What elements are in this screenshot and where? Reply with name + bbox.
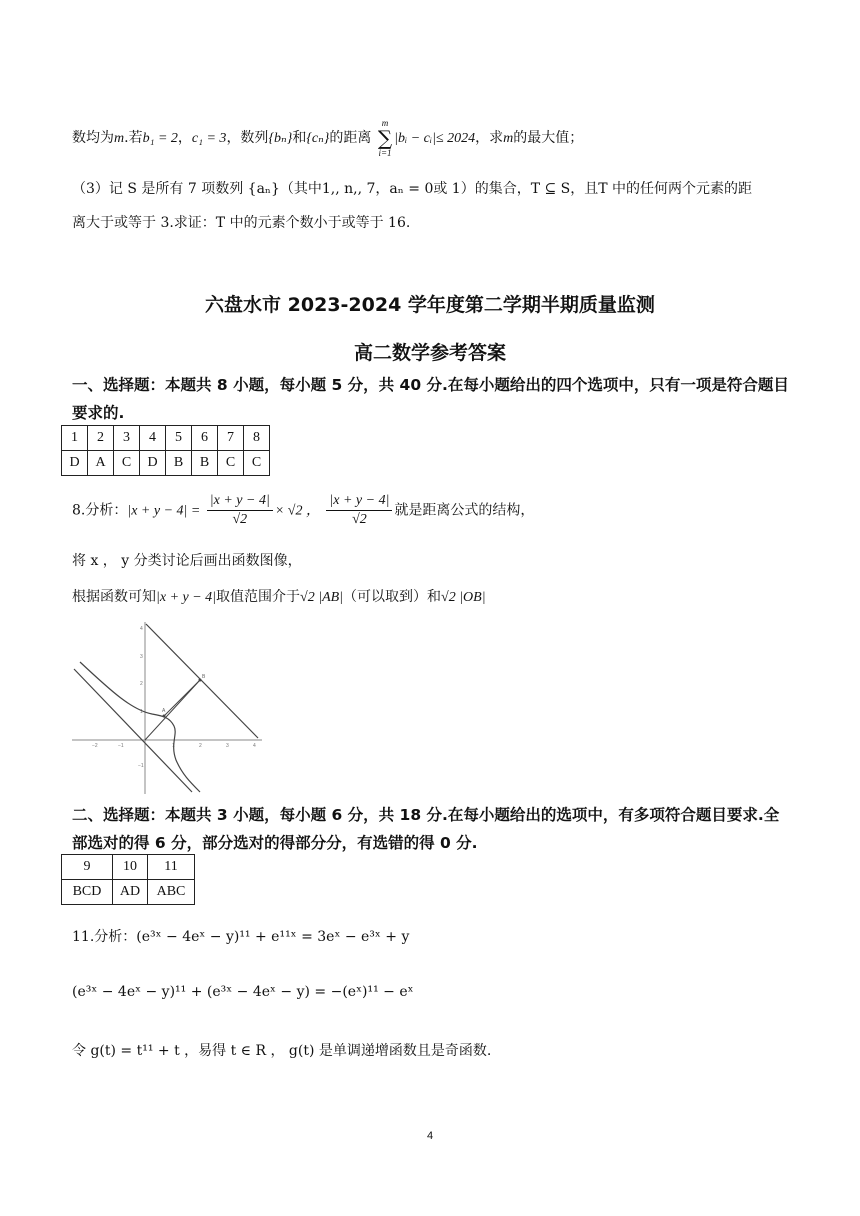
table-cell: 3: [114, 426, 140, 451]
intro-line-3: 离大于或等于 3.求证：T 中的元素个数小于或等于 16.: [72, 215, 411, 231]
text-run: 就是距离公式的结构，: [394, 502, 535, 519]
table-cell: 2: [88, 426, 114, 451]
table-row: [62, 855, 195, 880]
fraction-numerator: |x + y − 4|: [326, 492, 392, 511]
table-cell: AD: [113, 880, 148, 905]
tick-label: −1: [118, 743, 124, 749]
math-run: {bₙ}: [268, 131, 293, 146]
table-cell: D: [140, 451, 166, 476]
intro-line-2: （3）记 S 是所有 7 项数列 {aₙ}（其中1,, n,, 7，aₙ = 0或 1）的集合，T ⊆ S，且T 中的任何两个元素的距: [72, 181, 753, 197]
table-cell: B: [192, 451, 218, 476]
table-cell: 5: [166, 426, 192, 451]
analysis-8-line-1: [72, 492, 534, 529]
table-cell: D: [62, 451, 88, 476]
tick-label: 1: [140, 709, 143, 715]
point-a: [163, 715, 166, 718]
analysis-11-line-1: 11.分析：(e³ˣ − 4eˣ − y)¹¹ + e¹¹ˣ = 3eˣ − e³ˣ + y: [72, 929, 410, 945]
table-row: [62, 426, 270, 451]
label-b: B: [202, 674, 206, 680]
sum-sign: ∑: [377, 126, 393, 150]
sum-lower-limit: i=1: [378, 148, 392, 158]
function-graph: [72, 622, 262, 794]
analysis-8-line-3: [72, 586, 486, 606]
math-run: × √2 ，: [274, 503, 320, 519]
section-2-answer-table: [61, 854, 195, 905]
table-cell: C: [218, 451, 244, 476]
table-cell: 6: [192, 426, 218, 451]
section-2-heading: 二、选择题：本题共 3 小题，每小题 6 分，共 18 分.在每小题给出的选项中，有多项符合题目要求.全部选对的得 6 分，部分选对的得部分分，有选错的得 0 分.: [72, 806, 780, 852]
tick-label: 1: [172, 743, 175, 749]
text-run: ，: [177, 130, 192, 146]
tick-label: 3: [226, 743, 229, 749]
table-cell: 9: [62, 855, 113, 880]
fraction-numerator: |x + y − 4|: [207, 492, 273, 511]
table-row: [62, 880, 195, 905]
page-subtitle: 高二数学参考答案: [353, 342, 506, 364]
table-cell: ABC: [148, 880, 195, 905]
table-row: [62, 451, 270, 476]
text-run: 取值范围介于: [216, 589, 301, 605]
math-run: |bᵢ − cᵢ|: [394, 131, 436, 146]
analysis-8-line-2: 将 x ， y 分类讨论后画出函数图像，: [72, 553, 302, 569]
math-run: b₁ = 2: [142, 131, 178, 146]
text-run: 8.分析：: [72, 502, 128, 519]
analysis-11-line-2: (e³ˣ − 4eˣ − y)¹¹ + (e³ˣ − 4eˣ − y) = −(eˣ)¹¹ − eˣ: [72, 984, 414, 1000]
table-cell: 11: [148, 855, 195, 880]
math-run: m: [114, 131, 125, 146]
section-1-heading: 一、选择题：本题共 8 小题，每小题 5 分，共 40 分.在每小题给出的四个选项中，只有一项是符合题目要求的.: [72, 376, 789, 422]
section-1-answer-table: [61, 425, 270, 476]
intro-line-1: [72, 118, 583, 158]
line-x-plus-y-0: [74, 669, 192, 792]
table-cell: A: [88, 451, 114, 476]
text-run: ，求: [475, 130, 504, 146]
fraction: [326, 492, 392, 529]
text-run: .若: [124, 130, 143, 146]
fraction-denominator: √2: [352, 512, 367, 527]
table-cell: 7: [218, 426, 244, 451]
table-cell: 1: [62, 426, 88, 451]
tick-label: 3: [140, 654, 143, 660]
label-a: A: [162, 708, 166, 714]
tick-label: 4: [140, 626, 143, 632]
math-run: m: [503, 131, 514, 146]
table-cell: B: [166, 451, 192, 476]
math-run: |x + y − 4| =: [127, 503, 201, 519]
analysis-11-line-3: 令 g(t) = t¹¹ + t ，易得 t ∈ R ， g(t) 是单调递增函数且是奇函数.: [72, 1043, 492, 1059]
tick-label: 2: [140, 681, 143, 687]
math-run: c₁ = 3: [191, 131, 227, 146]
math-run: √2 |AB|: [300, 590, 344, 605]
text-run: （可以取到）和: [343, 589, 442, 605]
fraction: [207, 492, 273, 529]
text-run: 的最大值；: [513, 130, 584, 146]
segment-ab: [164, 680, 200, 716]
summation: [378, 118, 392, 158]
math-run: √2 |OB|: [441, 590, 486, 605]
text-run: ，数列: [226, 130, 269, 146]
text-run: 和: [292, 130, 307, 146]
tick-label: −2: [92, 743, 98, 749]
math-run: |x + y − 4|: [156, 590, 217, 605]
table-cell: C: [244, 451, 270, 476]
page-number: 4: [426, 1130, 434, 1142]
tick-label: −1: [138, 763, 144, 769]
math-run: ≤ 2024: [435, 131, 476, 146]
table-cell: 8: [244, 426, 270, 451]
page-title: 六盘水市 2023-2024 学年度第二学期半期质量监测: [205, 294, 655, 316]
tick-label: 2: [199, 743, 202, 749]
table-cell: 4: [140, 426, 166, 451]
sum-upper-limit: m: [381, 118, 389, 128]
table-cell: BCD: [62, 880, 113, 905]
text-run: 的距离: [329, 130, 372, 146]
math-run: {cₙ}: [306, 131, 330, 146]
text-run: 根据函数可知: [72, 589, 156, 605]
table-cell: 10: [113, 855, 148, 880]
fraction-denominator: √2: [232, 512, 248, 527]
table-cell: C: [114, 451, 140, 476]
tick-label: 4: [253, 743, 256, 749]
segment-ob: [145, 680, 200, 740]
text-run: 数均为: [72, 130, 114, 146]
